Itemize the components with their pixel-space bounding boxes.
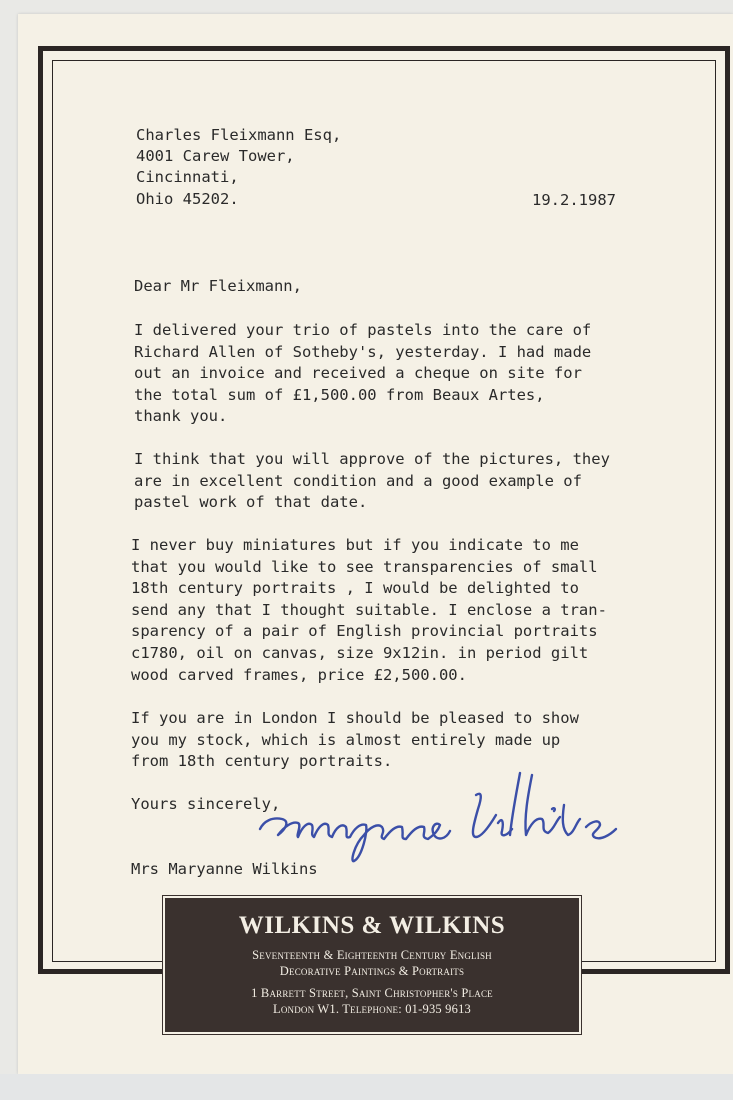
paragraph-delivery: I delivered your trio of pastels into the care of Richard Allen of Sotheby's, yesterday. I had made out an invoice and received a cheque on site for the total sum of £1,500.00 from Beaux Artes, thank you. [134,321,592,426]
letterhead-phone-line: London W1. Telephone: 01-935 9613 [273,1002,471,1016]
letterhead-category-line: Decorative Paintings & Portraits [279,964,465,978]
letterhead-specialty-line: Seventeenth & Eighteenth Century English [252,948,492,962]
handwritten-signature [250,765,710,865]
letterhead-address-line: 1 Barrett Street, Saint Christopher's Place [251,986,493,1000]
paragraph-condition: I think that you will approve of the pictures, they are in excellent condition and a good example of pastel work of that date. [134,450,610,512]
letterhead-banner [163,896,581,1034]
letter-date: 19.2.1987 [532,191,616,209]
salutation: Dear Mr Fleixmann, [134,277,302,295]
recipient-street: 4001 Carew Tower, [136,147,295,165]
signature-drawing [250,765,710,865]
signatory-name: Mrs Maryanne Wilkins [131,860,318,878]
paragraph-miniatures: I never buy miniatures but if you indicate to me that you would like to see transparencies of small 18th century portraits , I would be delighted to send any that I thought suitable. I enclose a tran- sparency of a pair of English provincial portraits c1780, oil on canvas, size 9x12in. in period gilt wood carved frames, price £2,500.00. [131,536,607,684]
letterhead-title: WILKINS & WILKINS [238,912,506,939]
closing: Yours sincerely, [131,795,281,813]
recipient-name: Charles Fleixmann Esq, [136,126,342,144]
recipient-state-zip: Ohio 45202. [136,190,239,208]
paragraph-london: If you are in London I should be pleased to show you my stock, which is almost entirely made up from 18th century portraits. [131,709,579,771]
recipient-city: Cincinnati, [136,168,239,186]
